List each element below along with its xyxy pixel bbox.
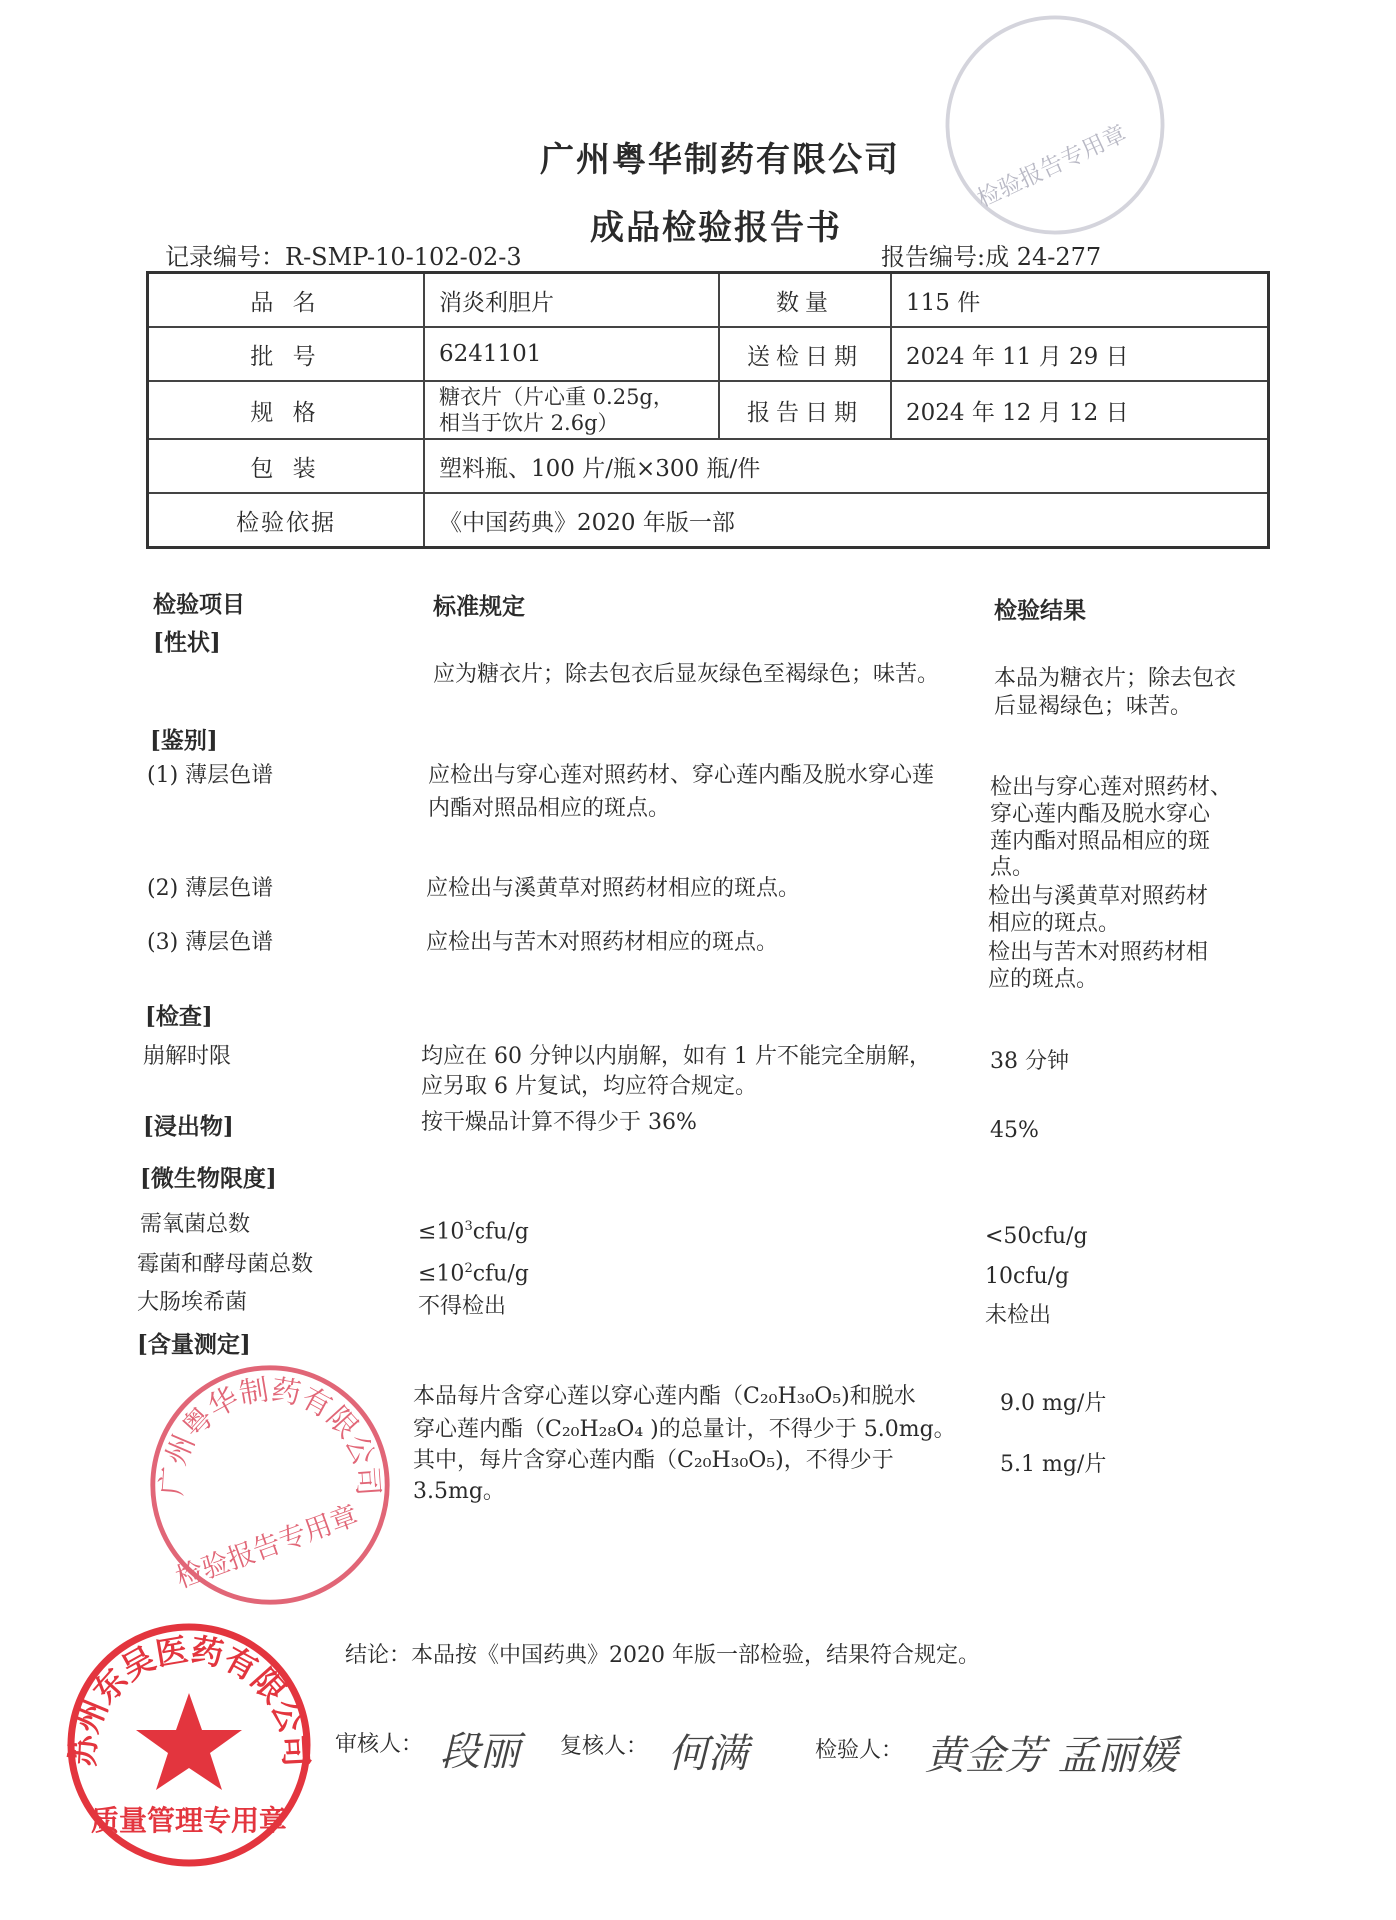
item-label: 崩解时限 <box>143 1044 232 1069</box>
section-xingzhuang: [性状] <box>153 629 221 656</box>
stamp-center-text: 检验报告专用章 <box>171 1500 363 1595</box>
result-text: 9.0 mg/片 <box>1000 1391 1107 1416</box>
std-prefix: ≤10 <box>418 1261 465 1287</box>
item-label: 大肠埃希菌 <box>137 1290 248 1315</box>
spec-line: 相当于饮片 2.6g） <box>439 411 619 435</box>
result-text: 未检出 <box>985 1303 1052 1328</box>
item-label: 需氧菌总数 <box>140 1212 251 1237</box>
label-submit-date: 送检日期 <box>719 327 891 381</box>
result-text: 后显褐绿色；味苦。 <box>994 694 1193 719</box>
rechecker-label: 复核人： <box>560 1734 649 1759</box>
standard-text: 本品每片含穿心莲以穿心莲内酯（C₂₀H₃₀O₅)和脱水 <box>413 1384 916 1409</box>
standard-text: 应另取 6 片复试，均应符合规定。 <box>421 1074 757 1099</box>
std-unit: cfu/g <box>472 1261 529 1287</box>
report-date: 2024 年 12 月 12 日 <box>891 381 1269 439</box>
star-icon <box>136 1693 242 1790</box>
result-text: 45% <box>990 1118 1039 1143</box>
stamp-center-text: 质量管理专用章 <box>90 1804 288 1837</box>
standard-text: 应为糖衣片；除去包衣后显灰绿色至褐绿色；味苦。 <box>433 662 940 687</box>
svg-text:广州粤华制药有限公司 <box>154 1372 385 1497</box>
result-text: 检出与溪黄草对照药材 <box>988 884 1209 909</box>
standard-text: 内酯对照品相应的斑点。 <box>428 796 671 821</box>
quality-management-stamp <box>62 1618 317 1873</box>
standard-text: 应检出与苦木对照药材相应的斑点。 <box>426 930 779 955</box>
product-name: 消炎利胆片 <box>424 273 719 328</box>
standard-text: 按干燥品计算不得少于 36% <box>421 1110 697 1135</box>
standard-text: 其中，每片含穿心莲内酯（C₂₀H₃₀O₅)，不得少于 <box>413 1448 894 1473</box>
batch-number: 6241101 <box>424 327 719 381</box>
inspection-basis: 《中国药典》2020 年版一部 <box>424 493 1269 548</box>
rechecker-signature: 何满 <box>668 1731 748 1777</box>
result-text: 穿心莲内酯及脱水穿心 <box>990 802 1211 827</box>
result-text: 相应的斑点。 <box>988 911 1121 936</box>
label-packaging: 包 装 <box>148 439 425 493</box>
submit-date: 2024 年 11 月 29 日 <box>891 327 1269 381</box>
specification <box>424 381 719 439</box>
section-microbial: [微生物限度] <box>140 1165 277 1192</box>
result-text: 检出与苦木对照药材相 <box>988 940 1209 965</box>
item-label: (2) 薄层色谱 <box>147 876 274 901</box>
label-basis: 检验依据 <box>148 493 425 548</box>
result-text: 10cfu/g <box>985 1264 1070 1289</box>
standard-text: 应检出与溪黄草对照药材相应的斑点。 <box>426 876 801 901</box>
std-exponent: 2 <box>464 1261 473 1276</box>
product-info-table <box>146 271 1270 549</box>
faint-company-stamp <box>935 5 1175 245</box>
label-qty: 数量 <box>719 273 891 328</box>
report-title: 成品检验报告书 <box>590 208 842 248</box>
col-standard: 标准规定 <box>433 593 525 620</box>
item-label: (1) 薄层色谱 <box>147 763 274 788</box>
result-text: 检出与穿心莲对照药材、 <box>990 775 1233 800</box>
label-report-date: 报告日期 <box>719 381 891 439</box>
inspector-label: 检验人： <box>815 1738 904 1763</box>
reviewer-label: 审核人： <box>335 1732 424 1757</box>
section-jiancha: [检查] <box>145 1003 213 1030</box>
stamp-ring-text: 广州粤华制药有限公司 <box>154 1372 386 1498</box>
standard-text: 均应在 60 分钟以内崩解，如有 1 片不能完全崩解， <box>421 1044 931 1069</box>
company-name: 广州粤华制药有限公司 <box>540 140 900 180</box>
standard-text: 应检出与穿心莲对照药材、穿心莲内酯及脱水穿心莲 <box>428 763 935 788</box>
std-unit: cfu/g <box>472 1219 529 1245</box>
packaging: 塑料瓶、100 片/瓶×300 瓶/件 <box>424 439 1269 493</box>
label-name: 品 名 <box>148 273 425 328</box>
result-text: 莲内酯对照品相应的斑 <box>990 829 1211 854</box>
spec-line: 糖衣片（片心重 0.25g， <box>439 385 674 409</box>
result-text: 本品为糖衣片；除去包衣 <box>994 666 1237 691</box>
result-text: <50cfu/g <box>985 1224 1088 1249</box>
conclusion: 结论：本品按《中国药典》2020 年版一部检验，结果符合规定。 <box>345 1643 980 1668</box>
result-text: 38 分钟 <box>990 1049 1069 1074</box>
inspector-signature: 黄金芳 孟丽媛 <box>925 1733 1178 1779</box>
section-jianbie: [鉴别] <box>150 727 218 754</box>
section-content: [含量测定] <box>137 1331 251 1358</box>
label-batch: 批 号 <box>148 327 425 381</box>
result-text: 应的斑点。 <box>988 967 1099 992</box>
result-text: 5.1 mg/片 <box>1000 1452 1107 1477</box>
reviewer-signature: 段丽 <box>440 1729 520 1775</box>
std-exponent: 3 <box>464 1219 473 1234</box>
col-result: 检验结果 <box>994 597 1086 624</box>
standard-text <box>418 1256 529 1287</box>
quantity: 115 件 <box>891 273 1269 328</box>
inspection-report-stamp <box>145 1360 395 1610</box>
standard-text: 不得检出 <box>418 1294 507 1319</box>
col-item: 检验项目 <box>153 591 245 618</box>
standard-text: 穿心莲内酯（C₂₀H₂₈O₄ )的总量计，不得少于 5.0mg。 <box>413 1417 956 1442</box>
section-jinchu: [浸出物] <box>143 1113 234 1140</box>
item-label: 霉菌和酵母菌总数 <box>137 1252 314 1277</box>
item-label: (3) 薄层色谱 <box>147 930 274 955</box>
std-prefix: ≤10 <box>418 1219 465 1245</box>
standard-text <box>418 1214 529 1245</box>
report-number: 报告编号:成 24-277 <box>881 243 1102 271</box>
faint-stamp-text: 检验报告专用章 <box>973 120 1131 213</box>
standard-text: 3.5mg。 <box>413 1479 505 1504</box>
label-spec: 规 格 <box>148 381 425 439</box>
stamp-ring-text: 苏州东吴医药有限公司 <box>63 1630 316 1768</box>
record-number: 记录编号：R-SMP-10-102-02-3 <box>165 243 522 271</box>
result-text: 点。 <box>990 855 1035 880</box>
